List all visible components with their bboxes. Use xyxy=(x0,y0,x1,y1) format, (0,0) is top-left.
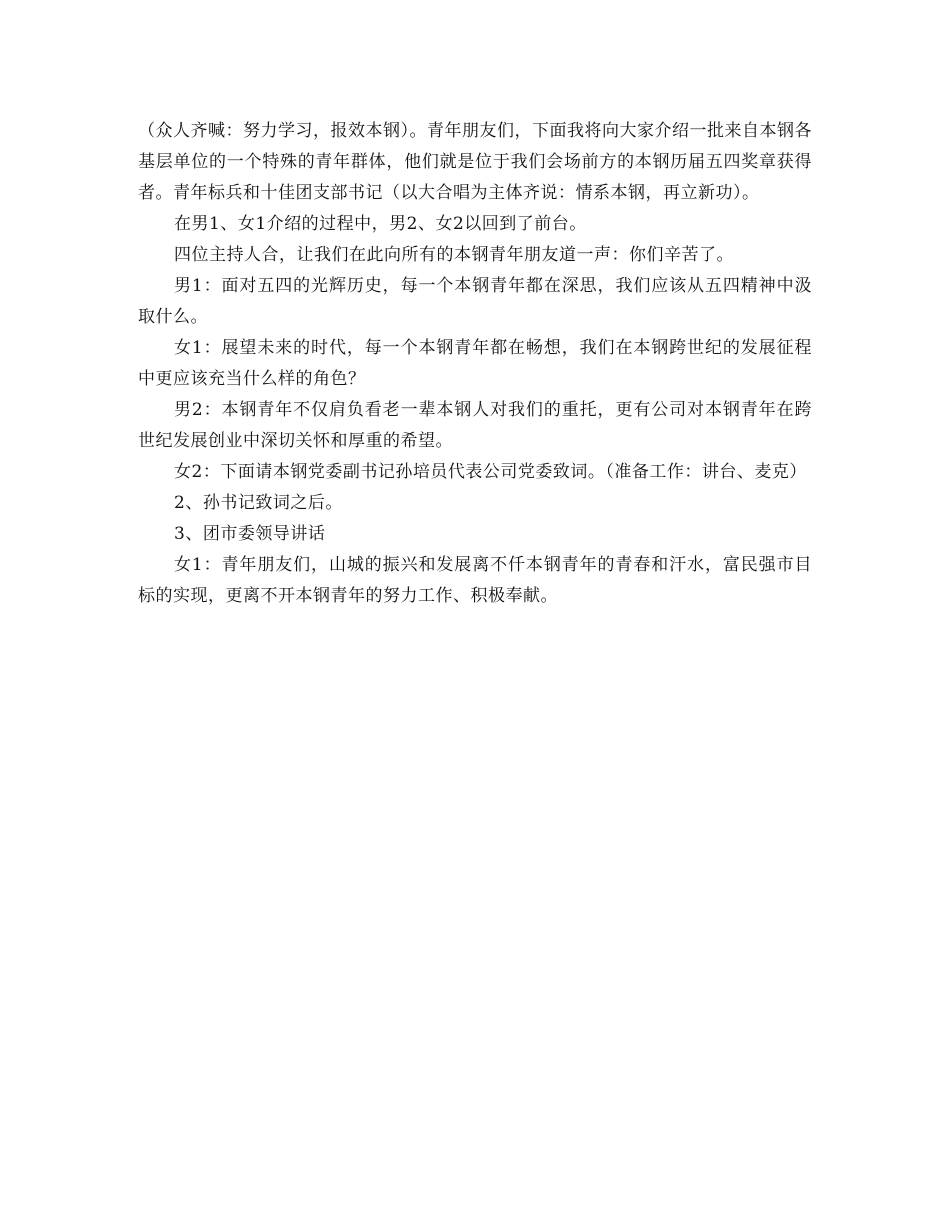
paragraph-4: 男1：面对五四的光辉历史，每一个本钢青年都在深思，我们应该从五四精神中汲取什么。 xyxy=(138,276,812,327)
paragraph-7: 女2：下面请本钢党委副书记孙培员代表公司党委致词。（准备工作：讲台、麦克） xyxy=(174,462,807,482)
paragraph-5: 女1：展望未来的时代，每一个本钢青年都在畅想，我们在本钢跨世纪的发展征程中更应该充当什么样的角色？ xyxy=(138,338,812,389)
paragraph-1: （众人齐喊：努力学习，报效本钢）。青年朋友们，下面我将向大家介绍一批来自本钢各基层单位的一个特殊的青年群体，他们就是位于我们会场前方的本钢历届五四奖章获得者。青年标兵和十佳团支部书记（以大合唱为主体齐说：情系本钢，再立新功）。 xyxy=(138,121,812,203)
paragraph-8: 2、孙书记致词之后。 xyxy=(174,493,343,513)
paragraph-2: 在男1、女1介绍的过程中，男2、女2以回到了前台。 xyxy=(174,214,587,234)
paragraph-6: 男2：本钢青年不仅肩负看老一辈本钢人对我们的重托，更有公司对本钢青年在跨世纪发展创业中深切关怀和厚重的希望。 xyxy=(138,400,812,451)
paragraph-9: 3、团市委领导讲话 xyxy=(174,524,326,544)
paragraph-10: 女1：青年朋友们，山城的振兴和发展离不仟本钢青年的青春和汗水，富民强市目标的实现，更离不开本钢青年的努力工作、积极奉献。 xyxy=(138,555,812,606)
paragraph-3: 四位主持人合，让我们在此向所有的本钢青年朋友道一声：你们辛苦了。 xyxy=(174,245,734,265)
document-body xyxy=(138,116,812,612)
